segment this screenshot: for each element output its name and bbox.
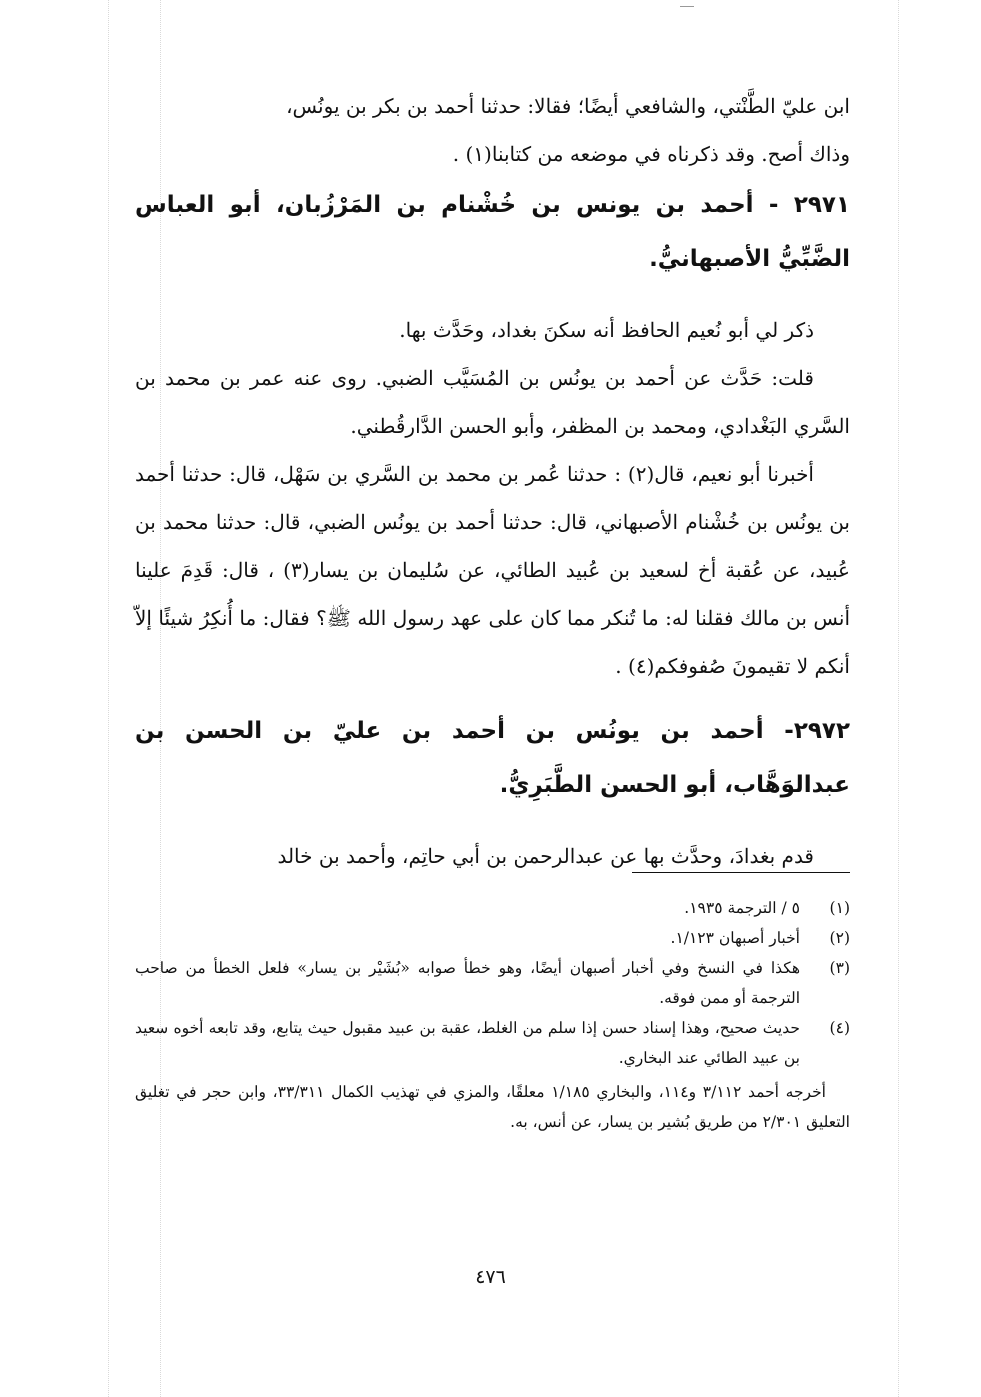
footnote-text: حديث صحيح، وهذا إسناد حسن إذا سلم من الغلط، عقبة بن عبيد مقبول حيث يتابع، وقد تابعه أخوه سعيد بن عبيد الطائي عند البخاري. xyxy=(135,1019,800,1067)
entry-2972-para: قدم بغدادَ، وحدَّث بها عن عبدالرحمن بن أبي حاتِم، وأحمد بن خالد xyxy=(277,844,814,868)
page-number: ٤٧٦ xyxy=(475,1266,506,1288)
intro-line: ابن عليّ الطَّنْتي، والشافعي أيضًا؛ فقالا: حدثنا أحمد بن بكر بن يونُس، xyxy=(286,94,850,118)
footnote xyxy=(135,953,850,1013)
footnote xyxy=(135,1013,850,1073)
entry-2971-para: ذكر لي أبو نُعيم الحافظ أنه سكنَ بغداد، وحَدَّث بها. xyxy=(399,318,814,342)
entry-2971-para: قلت: حَدَّث عن أحمد بن يونُس بن المُسَيَّب الضبي. روى عنه عمر بن محمد بن السَّري البَغْدادي، ومحمد بن المظفر، وأبو الحسن الدَّارقُطني. xyxy=(135,366,850,438)
main-text xyxy=(135,82,850,880)
footnote-number: (٤) xyxy=(829,1019,850,1037)
footnotes xyxy=(135,893,850,1137)
scan-guide-line xyxy=(898,0,899,1397)
scan-top-mark xyxy=(680,6,694,7)
scan-guide-line xyxy=(108,0,109,1397)
footnote-text: هكذا في النسخ وفي أخبار أصبهان أيضًا، وهو خطأ صوابه «بُشَيْر بن يسار» فلعل الخطأ من صاحب الترجمة أو ممن فوقه. xyxy=(135,959,800,1007)
footnote xyxy=(135,923,850,953)
footnote xyxy=(135,893,850,923)
footnote-number: (٣) xyxy=(829,959,850,977)
footnote-separator xyxy=(632,872,850,873)
footnote-text: أخبار أصبهان ١/١٢٣. xyxy=(670,929,800,947)
footnote-number: (١) xyxy=(829,899,850,917)
entry-heading-2971: ٢٩٧١ - أحمد بن يونس بن خُشْنام بن المَرْزُبان، أبو العباس الضَّبِّيُّ الأصبهانيُّ. xyxy=(135,192,850,272)
entry-heading-2972: ٢٩٧٢- أحمد بن يونُس بن أحمد بن عليّ بن الحسن بن عبدالوَهَّاب، أبو الحسن الطَّبَرِيُّ. xyxy=(135,718,850,798)
footnote-continuation: أخرجه أحمد ٣/١١٢ و١١٤، والبخاري ١/١٨٥ معلقًا، والمزي في تهذيب الكمال ٣٣/٣١١، وابن حجر في تغليق التعليق ٢/٣٠١ من طريق بُشير بن يسار، عن أنس، به. xyxy=(135,1083,850,1131)
intro-line: وذاك أصح. وقد ذكرناه في موضعه من كتابنا(١) . xyxy=(452,142,850,166)
entry-2971-para: أخبرنا أبو نعيم، قال(٢) : حدثنا عُمر بن محمد بن السَّري بن سَهْل، قال: حدثنا أحمد بن يونُس بن خُشْنام الأصبهاني، قال: حدثنا أحمد بن يونُس الضبي، قال: حدثنا محمد بن عُبيد، عن عُقبة أخ لسعيد بن عُبيد الطائي، عن سُليمان بن يسار(٣) ، قال: قَدِمَ علينا أنس بن مالك فقلنا له: ما تُنكر مما كان على عهد رسول الله ﷺ؟ فقال: ما أُنكِرُ شيئًا إلاّ أنكم لا تقيمونَ صُفوفكم(٤) . xyxy=(135,462,850,678)
footnote-number: (٢) xyxy=(829,929,850,947)
footnote-text: ٥ / الترجمة ١٩٣٥. xyxy=(684,899,800,917)
